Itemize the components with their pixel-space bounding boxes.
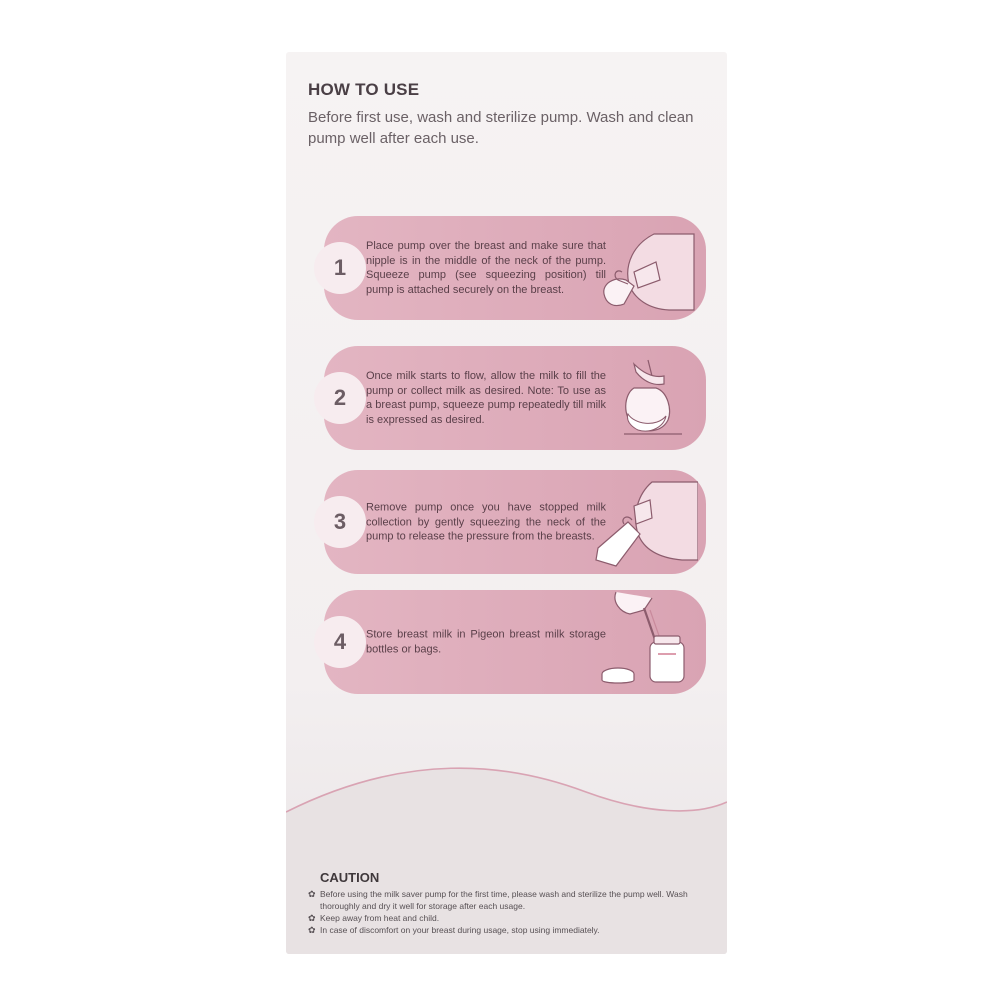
pump-with-milk-illustration	[594, 354, 698, 446]
flower-bullet-icon: ✿	[308, 925, 316, 935]
step-text: Place pump over the breast and make sure that nipple is in the middle of the neck of the pump. Squeeze pump (see squeezing position) till pump is attached securely on the breast.	[366, 240, 606, 296]
flower-bullet-icon: ✿	[308, 889, 316, 899]
step-text: Store breast milk in Pigeon breast milk storage bottles or bags.	[366, 628, 606, 655]
step-text: Remove pump once you have stopped milk collection by gently squeezing the neck of the pump to release the pressure from the breasts.	[366, 501, 606, 543]
step-number: 2	[314, 372, 366, 424]
caution-item	[308, 924, 708, 936]
step-4	[324, 590, 706, 694]
caution-title: CAUTION	[320, 870, 380, 885]
caution-list	[308, 888, 708, 936]
step-2	[324, 346, 706, 450]
intro-text: Before first use, wash and sterilize pump. Wash and clean pump well after each use.	[308, 109, 694, 147]
caution-item	[308, 912, 708, 924]
step-3	[324, 470, 706, 574]
breast-pump-illustration	[594, 224, 698, 316]
step-number: 3	[314, 496, 366, 548]
step-text: Once milk starts to flow, allow the milk to fill the pump or collect milk as desired. Note: To use as a breast pump, squeeze pump repeatedly till milk is expressed as desired.	[366, 370, 606, 426]
storage-bottle-illustration	[594, 586, 698, 690]
step-1	[324, 216, 706, 320]
how-to-use-title: HOW TO USE	[308, 80, 420, 99]
caution-text: Keep away from heat and child.	[320, 913, 440, 923]
step-number: 4	[314, 616, 366, 668]
caution-text: In case of discomfort on your breast during usage, stop using immediately.	[320, 925, 600, 935]
step-number: 1	[314, 242, 366, 294]
caution-text: Before using the milk saver pump for the first time, please wash and sterilize the pump well. Wash thoroughly and dry it well for storage after each usage.	[320, 889, 688, 911]
flower-bullet-icon: ✿	[308, 913, 316, 923]
caution-item	[308, 888, 708, 912]
removing-pump-illustration	[594, 478, 698, 570]
instruction-panel	[286, 52, 727, 954]
